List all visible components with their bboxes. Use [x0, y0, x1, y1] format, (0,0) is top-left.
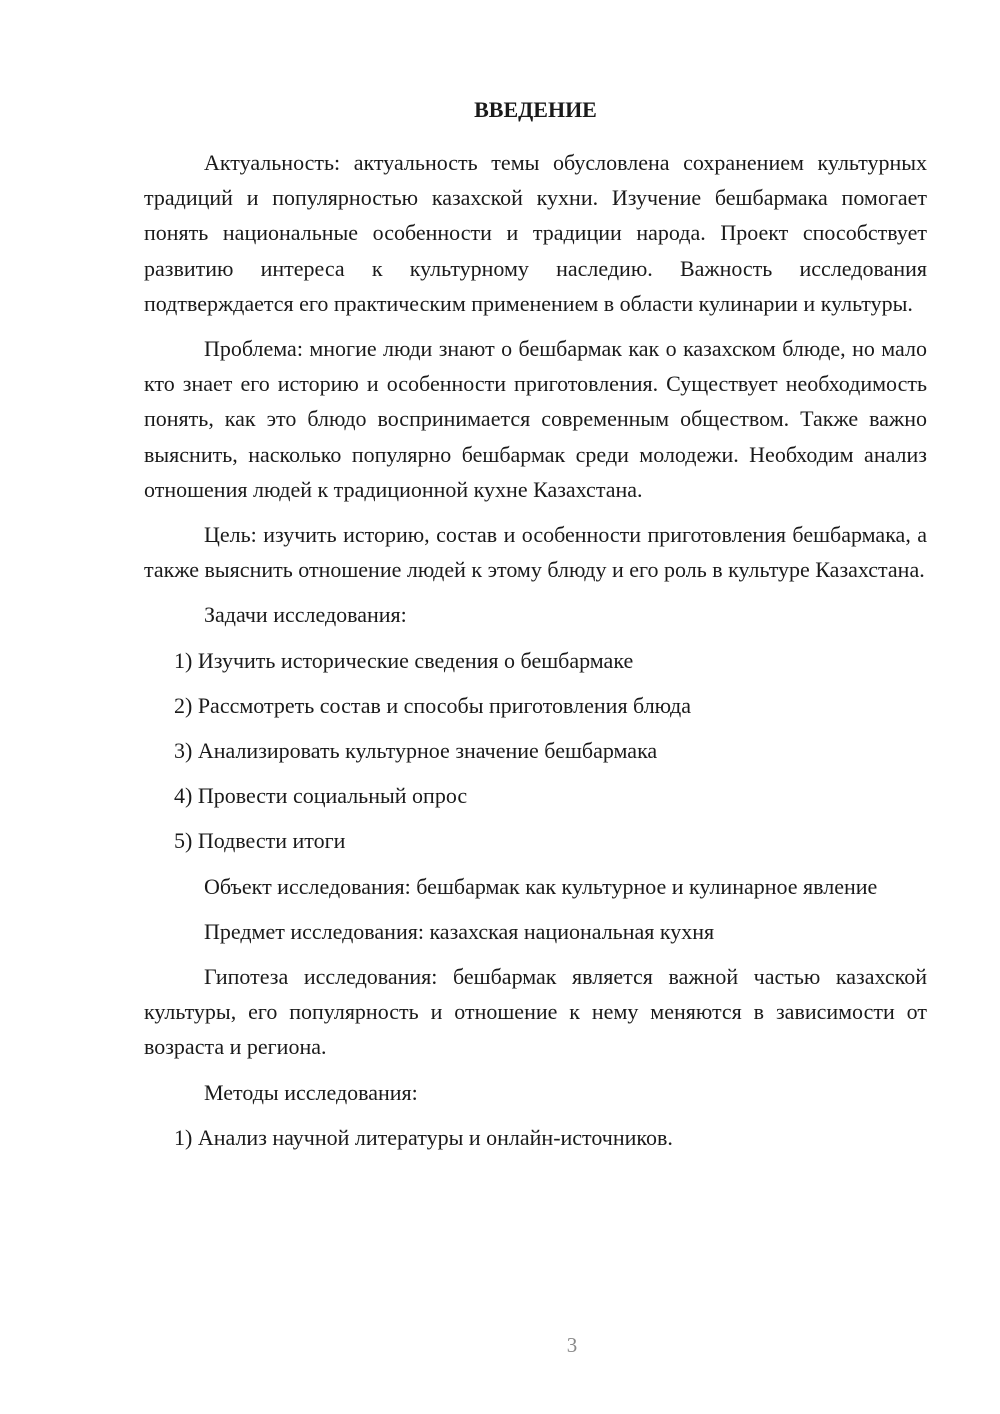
object-paragraph: Объект исследования: бешбармак как культурное и кулинарное явление — [204, 873, 878, 899]
page-number: 3 — [566, 1333, 578, 1357]
tasks-heading: Задачи исследования: — [204, 602, 407, 628]
methods-heading: Методы исследования: — [204, 1079, 418, 1105]
methods-list — [144, 1120, 927, 1155]
goal-paragraph: Цель: изучить историю, состав и особенности приготовления бешбармака, а также выяснить отношение людей к этому блюду и его роль в культуре Казахстана. — [144, 522, 927, 583]
task-item: 4) Провести социальный опрос — [174, 783, 468, 809]
task-item: 5) Подвести итоги — [174, 828, 346, 854]
method-item: 1) Анализ научной литературы и онлайн-источников. — [174, 1124, 673, 1150]
task-item: 2) Рассмотреть состав и способы приготовления блюда — [174, 692, 691, 718]
hypothesis-paragraph: Гипотеза исследования: бешбармак является важной частью казахской культуры, его популярность и отношение к нему меняются в зависимости от возраста и региона. — [144, 964, 927, 1060]
page-title: ВВЕДЕНИЕ — [474, 97, 597, 122]
subject-paragraph: Предмет исследования: казахская национальная кухня — [204, 918, 715, 944]
task-item: 1) Изучить исторические сведения о бешбармаке — [174, 647, 634, 673]
relevance-paragraph: Актуальность: актуальность темы обусловлена сохранением культурных традиций и популярностью казахской кухни. Изучение бешбармака помогает понять национальные особенности и традиции народа. Проект способствует развитию интереса к культурному наследию. Важность исследования подтверждается его практическим применением в области кулинарии и культуры. — [144, 150, 927, 316]
problem-paragraph: Проблема: многие люди знают о бешбармак как о казахском блюде, но мало кто знает его историю и особенности приготовления. Существует необходимость понять, как это блюдо воспринимается современным обществом. Также важно выяснить, насколько популярно бешбармак среди молодежи. Необходим анализ отношения людей к традиционной кухне Казахстана. — [144, 336, 927, 502]
task-item: 3) Анализировать культурное значение бешбармака — [174, 738, 658, 764]
page-content — [144, 92, 927, 1165]
tasks-list — [144, 643, 927, 859]
